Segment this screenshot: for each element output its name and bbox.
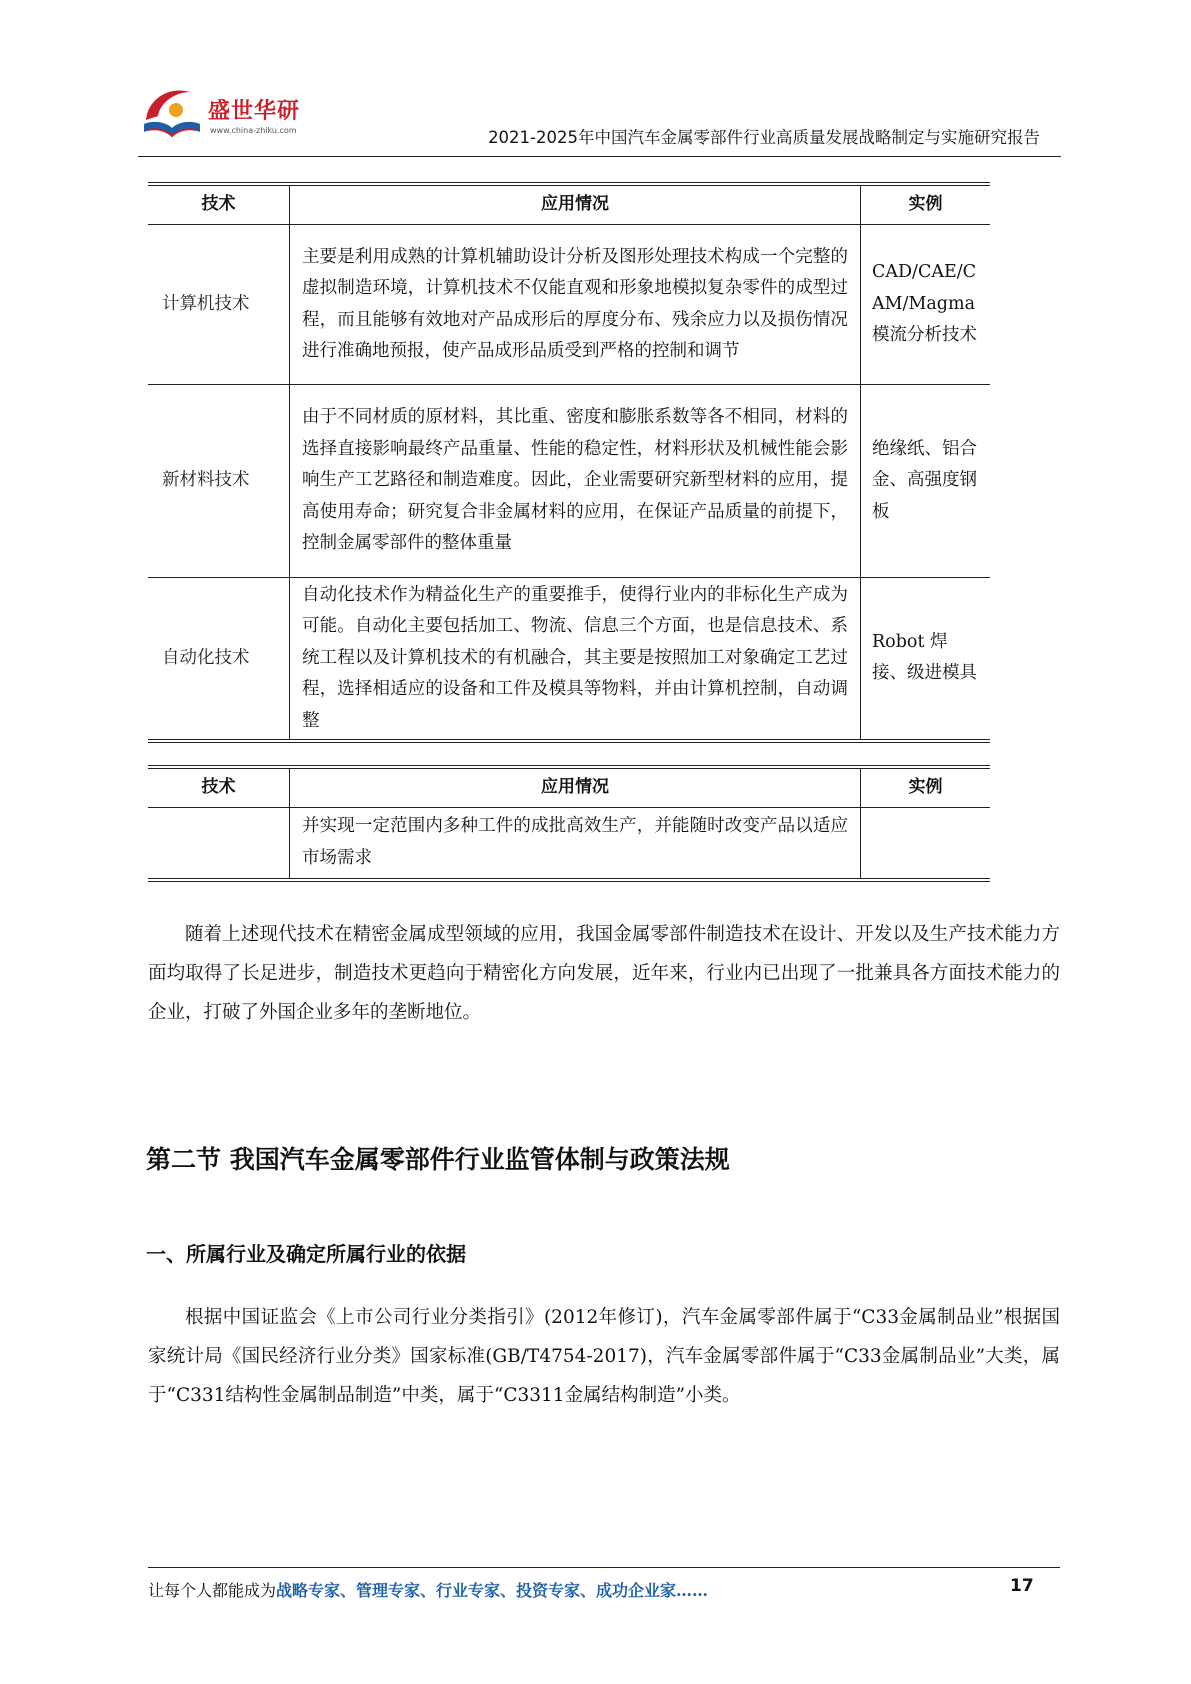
table-header-row xyxy=(148,184,990,225)
logo-url: www.china-zhiku.com xyxy=(210,126,297,135)
header-example: 实例 xyxy=(861,184,991,225)
header-example: 实例 xyxy=(861,767,991,808)
application-cell: 主要是利用成熟的计算机辅助设计分析及图形处理技术构成一个完整的虚拟制造环境，计算机技术不仅能直观和形象地模拟复杂零件的成型过程，而且能够有效地对产品成形后的厚度分布、残余应力以及损伤情况进行准确地预报，使产品成形品质受到严格的控制和调节 xyxy=(290,225,861,385)
header-divider xyxy=(138,156,1061,157)
technology-table-continued xyxy=(148,765,990,882)
page-number: 17 xyxy=(1010,1576,1034,1596)
footer-slogan xyxy=(148,1578,708,1601)
section-title: 第二节 我国汽车金属零部件行业监管体制与政策法规 xyxy=(146,1145,730,1174)
example-cell: CAD/CAE/CAM/Magma 模流分析技术 xyxy=(861,225,991,385)
header-application: 应用情况 xyxy=(290,184,861,225)
application-cell: 自动化技术作为精益化生产的重要推手，使得行业内的非标化生产成为可能。自动化主要包括加工、物流、信息三个方面，也是信息技术、系统工程以及计算机技术的有机融合，其主要是按照加工对象确定工艺过程，选择相适应的设备和工件及模具等物料，并由计算机控制，自动调整 xyxy=(290,578,861,741)
header-application: 应用情况 xyxy=(290,767,861,808)
example-cell xyxy=(861,808,991,880)
example-cell: 绝缘纸、铝合金、高强度钢板 xyxy=(861,385,991,578)
table-header-row xyxy=(148,767,990,808)
table-row xyxy=(148,225,990,385)
logo-book-icon xyxy=(138,80,208,150)
company-logo xyxy=(138,80,301,150)
header-tech: 技术 xyxy=(148,184,290,225)
table-row xyxy=(148,385,990,578)
footer-slogan-highlight: 战略专家、管理专家、行业专家、投资专家、成功企业家…… xyxy=(276,1581,709,1600)
table-row xyxy=(148,808,990,880)
tech-cell xyxy=(148,808,290,880)
body-paragraph: 根据中国证监会《上市公司行业分类指引》(2012年修订)，汽车金属零部件属于“C33金属制品业”根据国家统计局《国民经济行业分类》国家标准(GB/T4754-2017)，汽车金属零部件属于“C33金属制品业”大类，属于“C331结构性金属制品制造”中类，属于“C3311金属结构制造”小类。 xyxy=(148,1307,1060,1406)
subsection-title: 一、所属行业及确定所属行业的依据 xyxy=(146,1242,466,1266)
header-tech: 技术 xyxy=(148,767,290,808)
application-cell: 由于不同材质的原材料，其比重、密度和膨胀系数等各不相同，材料的选择直接影响最终产品重量、性能的稳定性，材料形状及机械性能会影响生产工艺路径和制造难度。因此，企业需要研究新型材料的应用，提高使用寿命；研究复合非金属材料的应用，在保证产品质量的前提下，控制金属零部件的整体重量 xyxy=(290,385,861,578)
technology-table xyxy=(148,182,990,743)
footer-divider xyxy=(148,1567,1060,1568)
footer-slogan-prefix: 让每个人都能成为 xyxy=(148,1581,277,1600)
tech-cell: 自动化技术 xyxy=(148,578,290,741)
body-paragraph: 随着上述现代技术在精密金属成型领域的应用，我国金属零部件制造技术在设计、开发以及生产技术能力方面均取得了长足进步，制造技术更趋向于精密化方向发展，近年来，行业内已出现了一批兼具各方面技术能力的企业，打破了外国企业多年的垄断地位。 xyxy=(148,924,1060,1023)
tech-cell: 新材料技术 xyxy=(148,385,290,578)
application-cell: 并实现一定范围内多种工件的成批高效生产，并能随时改变产品以适应市场需求 xyxy=(290,808,861,880)
logo-name: 盛世华研 xyxy=(208,99,301,124)
table-row xyxy=(148,578,990,741)
tech-cell: 计算机技术 xyxy=(148,225,290,385)
report-title: 2021-2025年中国汽车金属零部件行业高质量发展战略制定与实施研究报告 xyxy=(488,128,1040,147)
example-cell: Robot 焊接、级进模具 xyxy=(861,578,991,741)
